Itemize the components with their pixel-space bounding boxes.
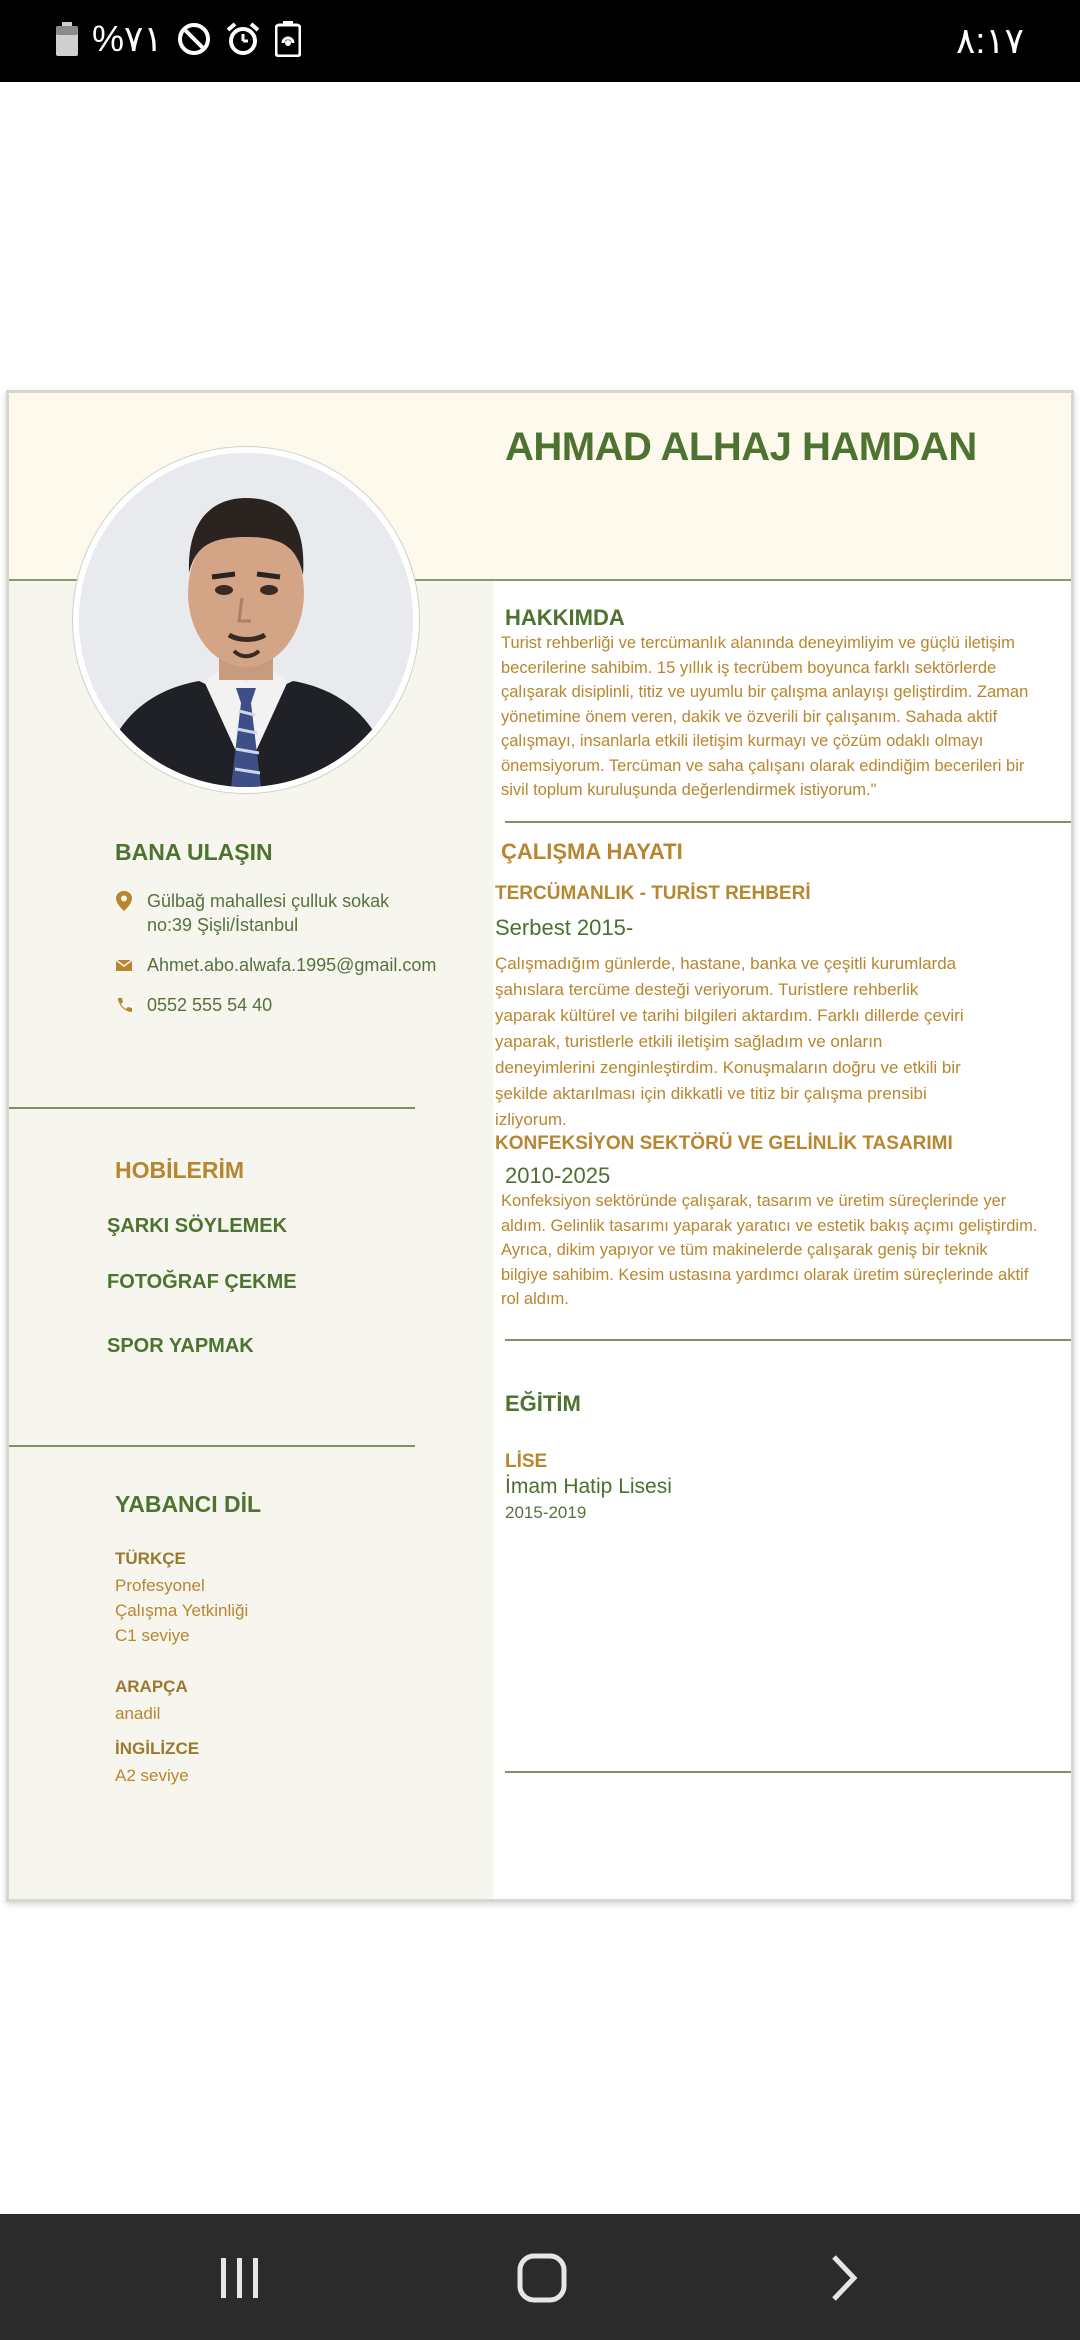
hobbies-heading: HOBİLERİM <box>115 1157 245 1183</box>
section-divider <box>505 1339 1074 1341</box>
section-divider <box>505 821 1074 823</box>
email-link[interactable]: Ahmet.abo.alwafa.1995@gmail.com <box>147 955 437 975</box>
language-name: İNGİLİZCE <box>115 1739 200 1758</box>
battery-icon <box>56 22 78 56</box>
about-line: önemsiyorum. Tercüman ve saha çalışanı olarak edindiğim becerileri bir <box>501 756 1025 775</box>
language-level: A2 seviye <box>115 1766 189 1785</box>
job-title: TERCÜMANLIK - TURİST REHBERİ <box>495 883 811 904</box>
job-title: KONFEKSİYON SEKTÖRÜ VE GELİNLİK TASARIMI <box>495 1133 953 1154</box>
location-pin-icon <box>115 891 133 911</box>
job-line: yaparak kültürel ve tarihi bilgileri aktardım. Farklı dillerde çeviri <box>495 1006 964 1025</box>
phone-number[interactable]: 0552 555 54 40 <box>147 995 273 1015</box>
recent-apps-button[interactable] <box>210 2252 270 2304</box>
about-line: yönetimine önem veren, dakik ve özverili bir çalışanım. Sahada aktif <box>501 707 998 726</box>
about-heading: HAKKIMDA <box>505 605 625 630</box>
job-line: Ayrıca, dikim yapıyor ve tüm makinelerde çalışarak geniş bir teknik <box>501 1241 988 1259</box>
job-date: Serbest 2015- <box>495 915 634 940</box>
language-level <box>115 1573 248 1648</box>
about-line: Turist rehberliği ve tercümanlık alanında deneyimliyim ve güçlü iletişim <box>501 634 1015 652</box>
work-heading: ÇALIŞMA HAYATI <box>501 839 683 864</box>
job-line: bilgiye sahibim. Kesim ustasına yardımcı olarak üretim süreçlerinde aktif <box>501 1265 1029 1284</box>
profile-photo <box>73 447 419 793</box>
language-level: anadil <box>115 1704 161 1723</box>
job-line: deneyimlerini zenginleştirdim. Konuşmaların doğru ve etkili bir <box>495 1058 961 1077</box>
hobby-item: FOTOĞRAF ÇEKME <box>107 1271 297 1293</box>
home-icon <box>517 2253 567 2303</box>
about-line: becerilerine sahibim. 15 yıllık iş tecrübem boyunca farklı sektörlerde <box>501 658 997 677</box>
job-line: yaparak, turistlerle etkili iletişim sağladım ve onların <box>495 1032 883 1051</box>
contact-heading: BANA ULAŞIN <box>115 839 273 865</box>
address-row <box>115 889 389 937</box>
job-line: Konfeksiyon sektöründe çalışarak, tasarım ve üretim süreçlerinde yer <box>501 1192 1007 1210</box>
clock: ٨:١٧ <box>955 20 1024 61</box>
do-not-disturb-icon <box>177 22 211 56</box>
sidebar-divider <box>9 1445 415 1447</box>
recent-apps-icon <box>217 2256 263 2300</box>
about-line: çalışarak disiplinli, titiz ve uyumlu bir çalışma anlayışı geliştirdim. Zaman <box>501 683 1029 701</box>
person-name: AHMAD ALHAJ HAMDAN <box>505 425 977 469</box>
status-icons <box>56 18 301 60</box>
chevron-right-icon <box>826 2253 862 2303</box>
navigation-bar <box>0 2214 1080 2340</box>
job-line: şekilde aktarılması için dikkatli ve titiz bir çalışma prensibi <box>495 1084 927 1103</box>
job-line: rol aldım. <box>501 1290 569 1308</box>
address-line-2: no:39 Şişli/İstanbul <box>147 915 299 935</box>
phone-row <box>115 993 272 1017</box>
back-button[interactable] <box>814 2252 874 2304</box>
language-level-line: C1 seviye <box>115 1626 190 1645</box>
hobby-item: SPOR YAPMAK <box>107 1335 254 1357</box>
email-row <box>115 953 436 977</box>
job-date: 2010-2025 <box>505 1163 611 1188</box>
sidebar-divider <box>9 1107 415 1109</box>
alarm-icon <box>225 21 261 57</box>
languages-heading: YABANCI DİL <box>115 1491 262 1517</box>
battery-saver-icon <box>275 21 301 57</box>
job-line: aldım. Gelinlik tasarımı yaparak yaratıcı ve estetik bakış açımı geliştirdim. <box>501 1216 1038 1235</box>
job-line: şahıslara tercüme desteği veriyorum. Turistlere rehberlik <box>495 980 919 999</box>
about-text <box>501 631 1028 803</box>
job-description <box>501 1189 1037 1312</box>
school-name: İmam Hatip Lisesi <box>505 1475 672 1498</box>
hobby-item: ŞARKI SÖYLEMEK <box>107 1215 288 1237</box>
status-bar <box>0 0 1080 82</box>
job-description <box>495 951 964 1133</box>
language-level-line: Çalışma Yetkinliği <box>115 1601 249 1620</box>
phone-icon <box>115 995 133 1015</box>
job-line: Çalışmadığım günlerde, hastane, banka ve çeşitli kurumlarda <box>495 954 957 973</box>
section-divider <box>505 1771 1074 1773</box>
education-level: LİSE <box>505 1451 548 1472</box>
cv-document <box>6 390 1074 1902</box>
education-heading: EĞİTİM <box>505 1391 581 1416</box>
about-line: sivil toplum kuruluşunda değerlendirmek istiyorum." <box>501 781 877 799</box>
battery-percent: %٧١ <box>92 18 163 59</box>
language-name: TÜRKÇE <box>115 1549 186 1568</box>
language-level-line: Profesyonel <box>115 1576 205 1595</box>
about-line: çalışmayı, insanlarla etkili iletişim kurmayı ve çözüm odaklı olmayı <box>501 732 984 750</box>
education-years: 2015-2019 <box>505 1503 587 1522</box>
home-button[interactable] <box>512 2252 572 2304</box>
address-line-1: Gülbağ mahallesi çulluk sokak <box>147 891 390 911</box>
language-name: ARAPÇA <box>115 1677 188 1696</box>
mail-icon <box>115 955 133 975</box>
job-line: izliyorum. <box>495 1110 567 1129</box>
